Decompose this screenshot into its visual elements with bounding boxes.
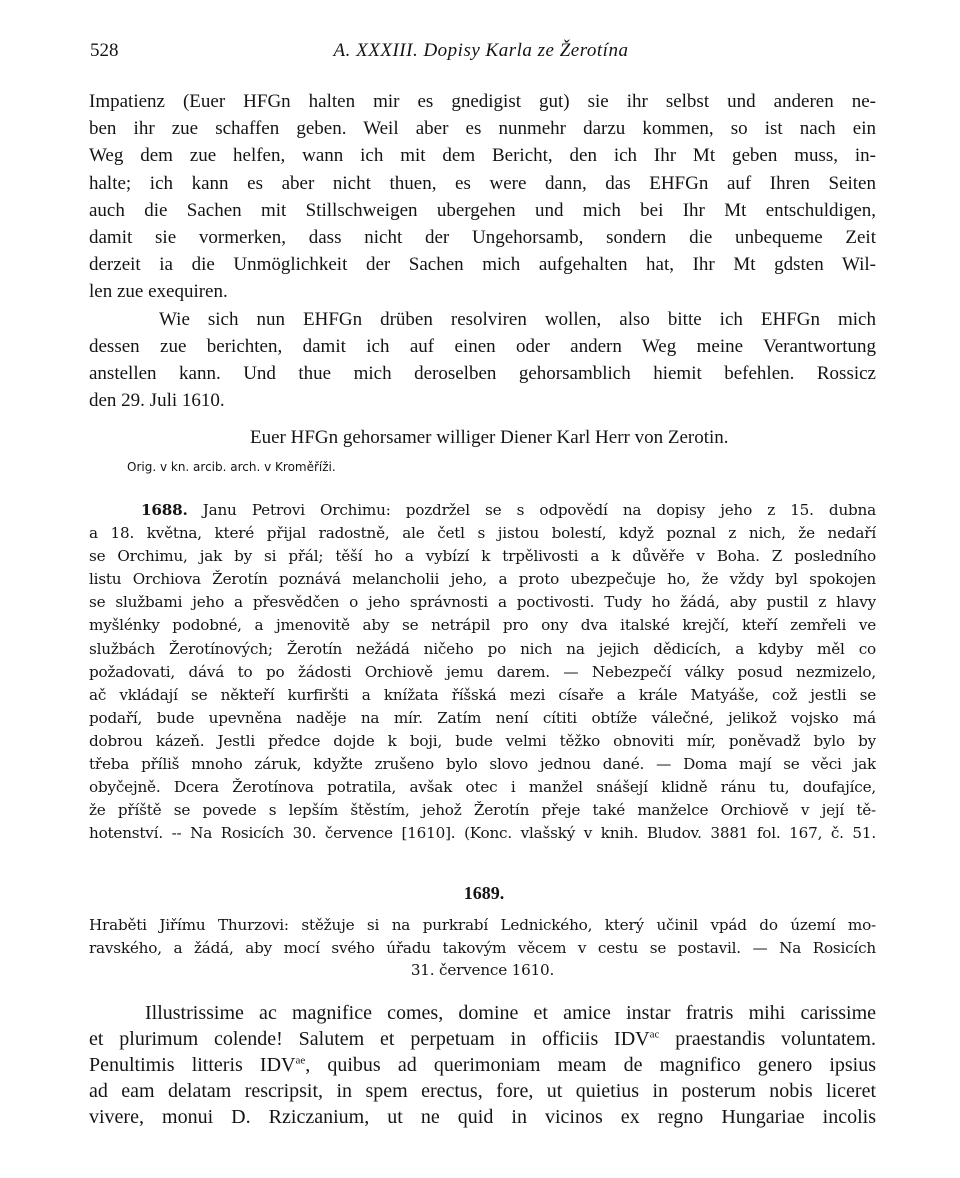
text-line: se Orchimu, jak by si přál; těší ho a vybízí k trpělivosti a k důvěře v Boha. Z posledního bbox=[89, 547, 876, 566]
text-line bbox=[89, 499, 876, 522]
signature-line: Euer HFGn gehorsamer williger Diener Karl Herr von Zerotin. bbox=[250, 427, 729, 448]
text-line: len zue exequiren. bbox=[89, 281, 228, 303]
text-line: ben ihr zue schaffen geben. Weil aber es nunmehr darzu kommen, so ist nach ein bbox=[89, 118, 876, 140]
page-number: 528 bbox=[90, 40, 119, 61]
text-line-content: Janu Petrovi Orchimu: pozdržel se s odpovědí na dopisy jeho z 15. dubna bbox=[187, 501, 876, 519]
text-line: třeba příliš mnoho záruk, když̌te zrušeno bylo slovo jednou dané. — Doma mají se věci jak bbox=[89, 755, 876, 774]
text-line: listu Orchiova Žerotín poznává melancholii jeho, a proto ubezpečuje ho, že vždy byl spokojen bbox=[89, 570, 876, 589]
running-head bbox=[90, 40, 872, 64]
heading-line: 31. července 1610. bbox=[410, 961, 555, 979]
entry-number-1689: 1689. bbox=[463, 883, 505, 903]
text-line: auch die Sachen mit Stillschweigen ubergehen und mich bei Ihr Mt entschuldigen, bbox=[89, 199, 876, 221]
letter-signature bbox=[250, 426, 870, 450]
superscript: ae bbox=[295, 1054, 306, 1067]
text-line: anstellen kann. Und thue mich deroselben gehorsamblich hiemit befehlen. Rossicz bbox=[89, 363, 876, 385]
entry-number-1688: 1688. bbox=[141, 501, 188, 519]
text-line: vivere, monui D. Rziczanium, ut ne quid in vicinos ex regno Hungariae incolis bbox=[89, 1106, 876, 1128]
text-line: službách Žerotínových; Žerotín nežádá ničeho po nich na jejich dědicích, a kdyby měl co bbox=[89, 639, 876, 658]
text-line: dobrou kázeň. Jestli předce dojde k boji, bude velmi těžko obnoviti mír, poněvadž bylo by bbox=[89, 731, 876, 750]
letter-text-latin bbox=[89, 1000, 876, 1130]
text-line: hotenství. -- Na Rosicích 30. července [1610]. (Konc. vlašský v knih. Bludov. 3881 fol. 167, č. 51. bbox=[89, 824, 876, 843]
text-line bbox=[89, 1026, 876, 1052]
entry-1689-heading bbox=[89, 914, 876, 982]
text-line: Illustrissime ac magnifice comes, domine et amice instar fratris mihi carissime bbox=[145, 1002, 876, 1024]
text-line: ač vkládají se někteří kurfiršti a knížata říšská mezi císaře a krále Matyáše, což jestli se bbox=[89, 685, 876, 704]
text-line: dessen zue berichten, damit ich auf einen oder andern Weg meine Verantwortung bbox=[89, 335, 876, 357]
superscript: ac bbox=[649, 1028, 660, 1041]
text-segment: Penultimis litteris IDV bbox=[89, 1054, 296, 1076]
source-note-text: Orig. v kn. arcib. arch. v Kroměříži. bbox=[127, 460, 336, 474]
text-line: Wie sich nun EHFGn drüben resolviren wollen, also bitte ich EHFGn mich bbox=[159, 308, 876, 330]
text-line: ad eam delatam rescripsit, in spem erectus, fore, ut quietius in posterum nobis liceret bbox=[89, 1080, 876, 1102]
text-line bbox=[89, 1052, 876, 1078]
text-line: Impatienz (Euer HFGn halten mir es gnedigist gut) sie ihr selbst und anderen ne- bbox=[89, 91, 876, 112]
running-title: A. XXXIII. Dopisy Karla ze Žerotína bbox=[333, 40, 629, 61]
heading-line: Hraběti Jiřímu Thurzovi: stěžuje si na purkrabí Lednického, který učinil vpád do území mo- bbox=[89, 916, 876, 934]
text-segment: , quibus ad querimoniam meam de magnifico genero ipsius bbox=[305, 1054, 876, 1076]
text-line: halte; ich kann es aber nicht thuen, es were dann, das EHFGn auf Ihren Seiten bbox=[89, 172, 876, 194]
text-line: podaří, bude upevněna naděje na mír. Zatím není cítiti obtíže válečné, jelikož vojsko má bbox=[89, 708, 876, 727]
text-line: derzeit ia die Unmöglichkeit der Sachen mich aufgehalten hat, Ihr Mt gdsten Wil- bbox=[89, 254, 876, 276]
text-line: den 29. Juli 1610. bbox=[89, 390, 225, 412]
heading-line: ravského, a žádá, aby mocí svého úřadu takovým věcem v cestu se postavil. — Na Rosicích bbox=[89, 938, 876, 957]
text-segment: praestandis voluntatem. bbox=[659, 1028, 876, 1050]
text-line: damit sie vormerken, dass nicht der Ungehorsamb, sondern die unbequeme Zeit bbox=[89, 227, 876, 249]
source-note bbox=[127, 459, 627, 475]
text-line: a 18. května, které přijal radostně, ale četl s jistou bolestí, když poznal z nich, že nedaří bbox=[89, 524, 876, 543]
text-line: požadovati, dává to po žádosti Orchiově jemu darem. — Nebezpečí války posud nezmizelo, bbox=[89, 662, 876, 681]
text-line: obyčejně. Dcera Žerotínova potratila, avšak otec i manžel snášejí klidně ránu tu, doufajíce, bbox=[89, 778, 876, 797]
entry-1688-regest bbox=[89, 499, 876, 845]
text-line: Weg dem zue helfen, wann ich mit dem Bericht, den ich Ihr Mt geben muss, in- bbox=[89, 145, 876, 167]
letter-text-german bbox=[89, 88, 876, 414]
text-line: myšlénky podobné, a jmenovitě aby se netrápil pro ony dva italské krejčí, kteří zemřeli ve bbox=[89, 616, 876, 635]
text-line: že příště se povede s lepším štěstím, jehož Žerotín přeje také manželce Orchiově v její tě- bbox=[89, 801, 876, 820]
text-segment: et plurimum colende! Salutem et perpetuam in officiis IDV bbox=[89, 1028, 650, 1050]
text-line: se službami jeho a přesvědčen o jeho správnosti a poctivosti. Tudy ho žádá, aby pustil z hlavy bbox=[89, 593, 876, 612]
